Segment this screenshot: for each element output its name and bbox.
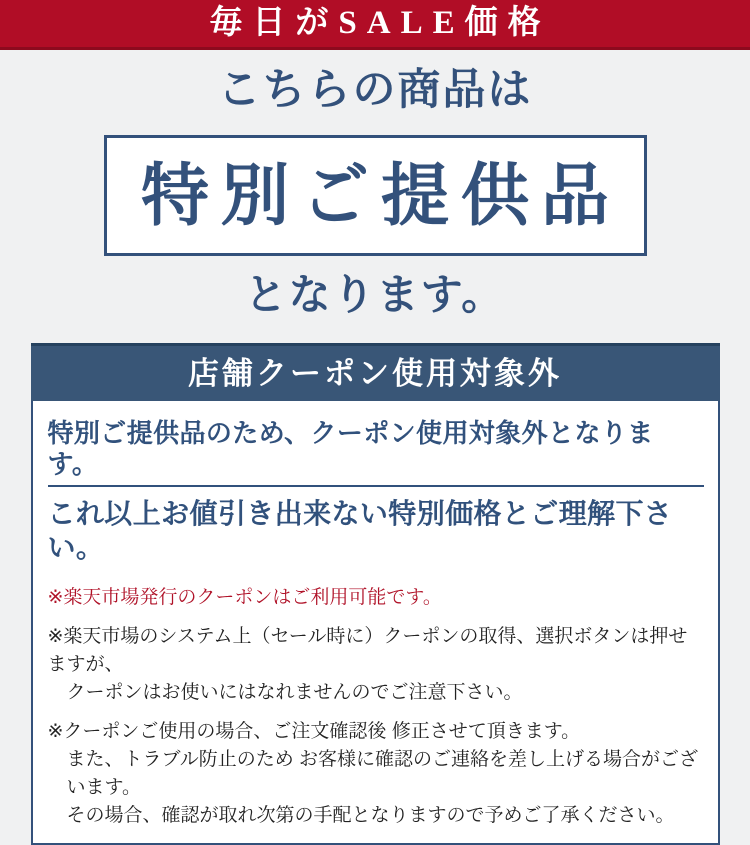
featured-label: 特別ご提供品: [140, 157, 621, 234]
intro-text: こちらの商品は: [217, 67, 533, 114]
sale-banner: [0, 0, 750, 50]
notes-section: [48, 584, 704, 830]
coupon-panel-header-label: 店舗クーポン使用対象外: [188, 355, 562, 391]
note-line: クーポンはお使いにはなれませんのでご注意下さい。: [66, 682, 523, 704]
suffix-text: となります。: [244, 273, 506, 320]
note-rakuten-coupon-available: [48, 584, 704, 612]
featured-box: [104, 135, 647, 256]
note-line: その場合、確認が取れ次第の手配となりますので予めご了承ください。: [66, 805, 675, 827]
note-line: また、トラブル防止のため お客様に確認のご連絡を差し上げる場合がございます。: [66, 749, 699, 799]
coupon-panel-body: [31, 401, 720, 845]
note-order-correction: [48, 718, 704, 830]
statement-underlined-wrap: [48, 418, 704, 487]
coupon-panel-header: [31, 343, 720, 401]
note-line: ※楽天市場のシステム上（セール時に）クーポンの取得、選択ボタンは押せますが、: [47, 626, 688, 676]
coupon-panel: [31, 343, 720, 845]
note-line: ※楽天市場発行のクーポンはご利用可能です。: [47, 587, 442, 609]
statement-no-discount: これ以上お値引き出来ない特別価格とご理解下さい。: [47, 499, 673, 564]
statement-coupon-excluded: 特別ご提供品のため、クーポン使用対象外となります。: [48, 418, 704, 487]
note-system-behavior: [48, 623, 704, 707]
sale-banner-label: 毎日がSALE価格: [209, 5, 551, 41]
note-line: ※クーポンご使用の場合、ご注文確認後 修正させて頂きます。: [47, 721, 581, 743]
